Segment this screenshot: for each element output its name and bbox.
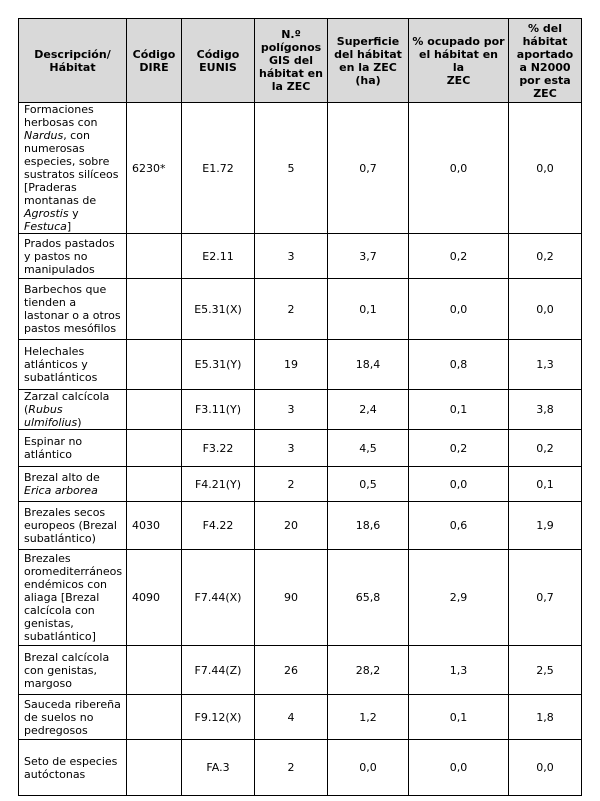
header-line: aportado [516,47,574,61]
description-text: Prados pastados y pastos no manipulados [24,236,115,276]
header-line: (ha) [355,73,381,87]
header-line: la ZEC [271,80,311,93]
description-text: Formaciones herbosas con [24,103,98,129]
cell-ocupado: 0,0 [409,279,509,340]
cell-poligonos: 3 [255,430,328,467]
cell-ocupado: 0,0 [409,740,509,796]
cell-aportado: 1,3 [509,340,582,390]
header-line: % ocupado por [412,34,505,48]
table-row [19,234,582,279]
cell-superficie: 0,5 [328,467,409,502]
description-text: Brezales secos europeos (Brezal subatlántico) [24,506,117,545]
cell-poligonos: 4 [255,695,328,740]
table-row [19,390,582,430]
header-line: Código [196,47,240,61]
cell-aportado: 0,1 [509,467,582,502]
header-line: Hábitat [49,60,96,74]
cell-codigo-eunis: F9.12(X) [182,695,255,740]
table-row [19,103,582,234]
table-row [19,740,582,796]
cell-superficie: 18,4 [328,340,409,390]
description-text: Helechales atlánticos y subatlánticos [24,345,98,384]
cell-superficie: 65,8 [328,550,409,646]
header-codigo-dire [127,19,182,103]
cell-codigo-eunis: F7.44(X) [182,550,255,646]
header-aportado [509,19,582,103]
cell-ocupado: 0,2 [409,234,509,279]
header-row [19,19,582,103]
description-text: Brezal alto de [24,471,100,484]
cell-aportado: 3,8 [509,390,582,430]
cell-superficie: 28,2 [328,646,409,695]
cell-codigo-dire: 6230* [127,103,182,234]
cell-aportado: 0,2 [509,430,582,467]
cell-superficie: 1,2 [328,695,409,740]
cell-poligonos: 2 [255,467,328,502]
cell-aportado: 1,9 [509,502,582,550]
cell-descripcion [19,234,127,279]
cell-codigo-dire [127,340,182,390]
header-line: del hábitat [334,47,402,61]
cell-codigo-eunis: E2.11 [182,234,255,279]
cell-poligonos: 26 [255,646,328,695]
cell-codigo-eunis: F7.44(Z) [182,646,255,695]
table-row [19,467,582,502]
description-text: ) [77,416,82,429]
description-text: Brezales oromediterráneos endémicos con aliaga [Brezal calcícola con genistas, subatlántico] [24,552,123,643]
cell-superficie: 2,4 [328,390,409,430]
header-line: % del [528,21,562,35]
header-line: hábitat [522,34,568,48]
cell-poligonos: 5 [255,103,328,234]
cell-superficie: 0,0 [328,740,409,796]
cell-poligonos: 3 [255,234,328,279]
cell-codigo-eunis: F4.21(Y) [182,467,255,502]
cell-ocupado: 0,0 [409,467,509,502]
cell-ocupado: 0,2 [409,430,509,467]
cell-codigo-dire: 4090 [127,550,182,646]
cell-aportado: 0,7 [509,550,582,646]
cell-superficie: 0,1 [328,279,409,340]
header-line: el hábitat en la [418,47,499,74]
header-line: N.º [281,28,301,41]
table-row [19,695,582,740]
cell-aportado: 2,5 [509,646,582,695]
header-line: ZEC [533,86,557,100]
cell-aportado: 0,0 [509,740,582,796]
description-text: Sauceda ribereña de suelos no pedregosos [24,697,121,737]
cell-codigo-eunis: F3.11(Y) [182,390,255,430]
description-text: Seto de especies autóctonas [24,754,118,781]
cell-ocupado: 1,3 [409,646,509,695]
cell-superficie: 0,7 [328,103,409,234]
header-line: por esta [519,73,571,87]
cell-aportado: 0,0 [509,103,582,234]
cell-descripcion [19,340,127,390]
table-body [19,103,582,796]
cell-descripcion [19,695,127,740]
header-poligonos [255,19,328,103]
header-line: Superficie [336,34,400,48]
species-name: Nardus [24,129,64,142]
cell-codigo-dire: 4030 [127,502,182,550]
header-line: polígonos [260,41,322,54]
cell-descripcion [19,103,127,234]
cell-descripcion [19,279,127,340]
description-text: , con numerosas especies, sobre sustratos silíceos [Praderas montanas de [24,129,119,207]
cell-descripcion [19,430,127,467]
cell-codigo-dire [127,646,182,695]
cell-poligonos: 19 [255,340,328,390]
cell-descripcion [19,502,127,550]
cell-codigo-dire [127,740,182,796]
header-line: GIS del [269,54,313,67]
cell-codigo-dire [127,279,182,340]
cell-ocupado: 0,1 [409,695,509,740]
cell-codigo-eunis: FA.3 [182,740,255,796]
table-row [19,502,582,550]
cell-superficie: 4,5 [328,430,409,467]
cell-aportado: 1,8 [509,695,582,740]
cell-codigo-dire [127,234,182,279]
cell-aportado: 0,0 [509,279,582,340]
cell-poligonos: 2 [255,740,328,796]
cell-codigo-eunis: E1.72 [182,103,255,234]
cell-descripcion [19,740,127,796]
cell-descripcion [19,550,127,646]
cell-poligonos: 90 [255,550,328,646]
cell-superficie: 18,6 [328,502,409,550]
cell-codigo-eunis: F4.22 [182,502,255,550]
cell-ocupado: 0,8 [409,340,509,390]
species-name: Erica arborea [24,484,98,497]
header-codigo-eunis [182,19,255,103]
header-line: en la ZEC [339,60,397,74]
cell-descripcion [19,390,127,430]
cell-aportado: 0,2 [509,234,582,279]
header-line: Descripción/ [34,47,111,61]
cell-codigo-eunis: E5.31(X) [182,279,255,340]
description-text: Barbechos que tienden a lastonar o a otros pastos mesófilos [24,283,121,335]
header-line: a N2000 [519,60,571,74]
cell-ocupado: 0,0 [409,103,509,234]
cell-codigo-eunis: F3.22 [182,430,255,467]
table-row [19,550,582,646]
cell-poligonos: 3 [255,390,328,430]
header-line: DIRE [139,60,169,74]
header-line: hábitat en [259,67,323,80]
table-row [19,430,582,467]
cell-superficie: 3,7 [328,234,409,279]
table-row [19,340,582,390]
habitat-table [18,18,582,796]
cell-codigo-dire [127,695,182,740]
description-text: Brezal calcícola con genistas, margoso [24,650,110,690]
cell-ocupado: 2,9 [409,550,509,646]
header-line: EUNIS [199,60,237,74]
header-superficie [328,19,409,103]
cell-poligonos: 20 [255,502,328,550]
cell-ocupado: 0,1 [409,390,509,430]
cell-poligonos: 2 [255,279,328,340]
header-ocupado [409,19,509,103]
species-name: Agrostis [24,207,69,220]
header-line: ZEC [446,73,471,87]
header-descripcion [19,19,127,103]
description-text: Espinar no atlántico [24,435,83,461]
header-line: Código [132,47,176,61]
cell-descripcion [19,646,127,695]
table-row [19,646,582,695]
species-name: Rubus ulmifolius [24,403,78,429]
table-row [19,279,582,340]
cell-codigo-eunis: E5.31(Y) [182,340,255,390]
description-text: Zarzal calcícola ( [24,390,110,416]
description-text: y [68,207,79,220]
cell-codigo-dire [127,430,182,467]
cell-ocupado: 0,6 [409,502,509,550]
table-header [19,19,582,103]
description-text: ] [66,220,72,233]
cell-codigo-dire [127,390,182,430]
species-name: Festuca [24,220,67,233]
cell-codigo-dire [127,467,182,502]
cell-descripcion [19,467,127,502]
